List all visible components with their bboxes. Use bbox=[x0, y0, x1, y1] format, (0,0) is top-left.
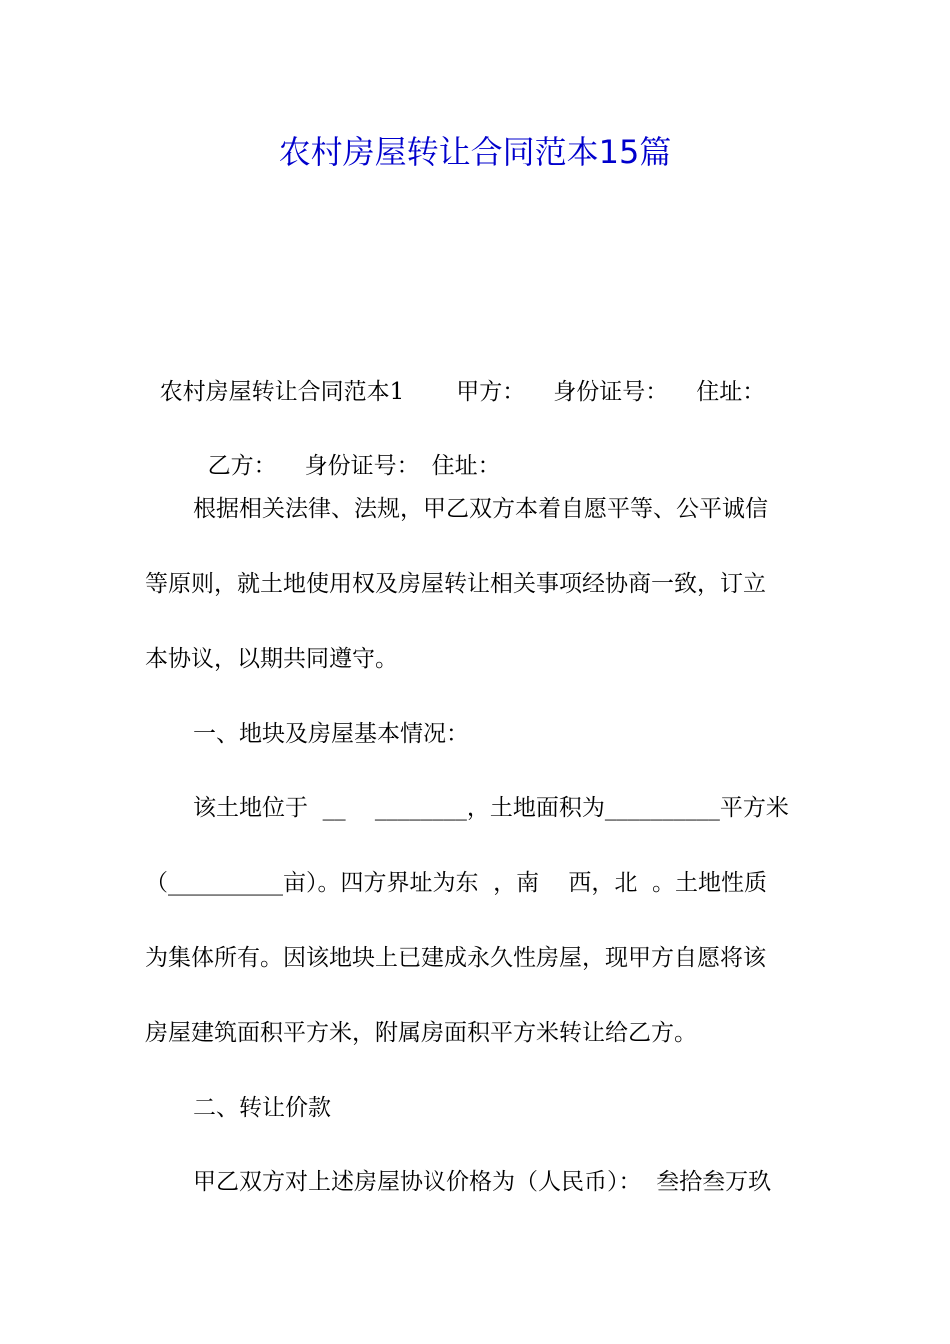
party-b-address-label: 住址： bbox=[431, 453, 501, 479]
paragraph-line: 本协议，以期共同遵守。 bbox=[145, 646, 398, 672]
paragraph-line: 房屋建筑面积平方米，附属房面积平方米转让给乙方。 bbox=[145, 1020, 697, 1046]
party-b-id-label: 身份证号： bbox=[304, 453, 420, 479]
paragraph-line: （__________亩）。四方界址为东 ，南 西，北 。土地性质 bbox=[145, 870, 767, 896]
paragraph-line: 根据相关法律、法规，甲乙双方本着自愿平等、公平诚信 bbox=[193, 496, 768, 522]
party-a-address-label: 住址： bbox=[696, 379, 766, 405]
party-b-line bbox=[193, 418, 501, 482]
contract-subtitle: 农村房屋转让合同范本1 bbox=[159, 379, 405, 405]
section-heading: 一、地块及房屋基本情况： bbox=[193, 721, 469, 747]
paragraph-line: 甲乙双方对上述房屋协议价格为（人民币）： 叁拾叁万玖 bbox=[193, 1169, 772, 1195]
paragraph-line: 为集体所有。因该地块上已建成永久性房屋，现甲方自愿将该 bbox=[145, 945, 766, 971]
party-a-id-label: 身份证号： bbox=[553, 379, 669, 405]
paragraph-line: 该土地位于 __ ________，土地面积为__________平方米 bbox=[193, 795, 789, 821]
party-a-label: 甲方： bbox=[456, 379, 526, 405]
party-b-label: 乙方： bbox=[207, 453, 277, 479]
paragraph-line: 等原则，就土地使用权及房屋转让相关事项经协商一致，订立 bbox=[145, 571, 766, 597]
contract-heading-line bbox=[145, 344, 765, 408]
section-heading: 二、转让价款 bbox=[193, 1095, 331, 1121]
page-title: 农村房屋转让合同范本15篇 bbox=[278, 133, 672, 171]
